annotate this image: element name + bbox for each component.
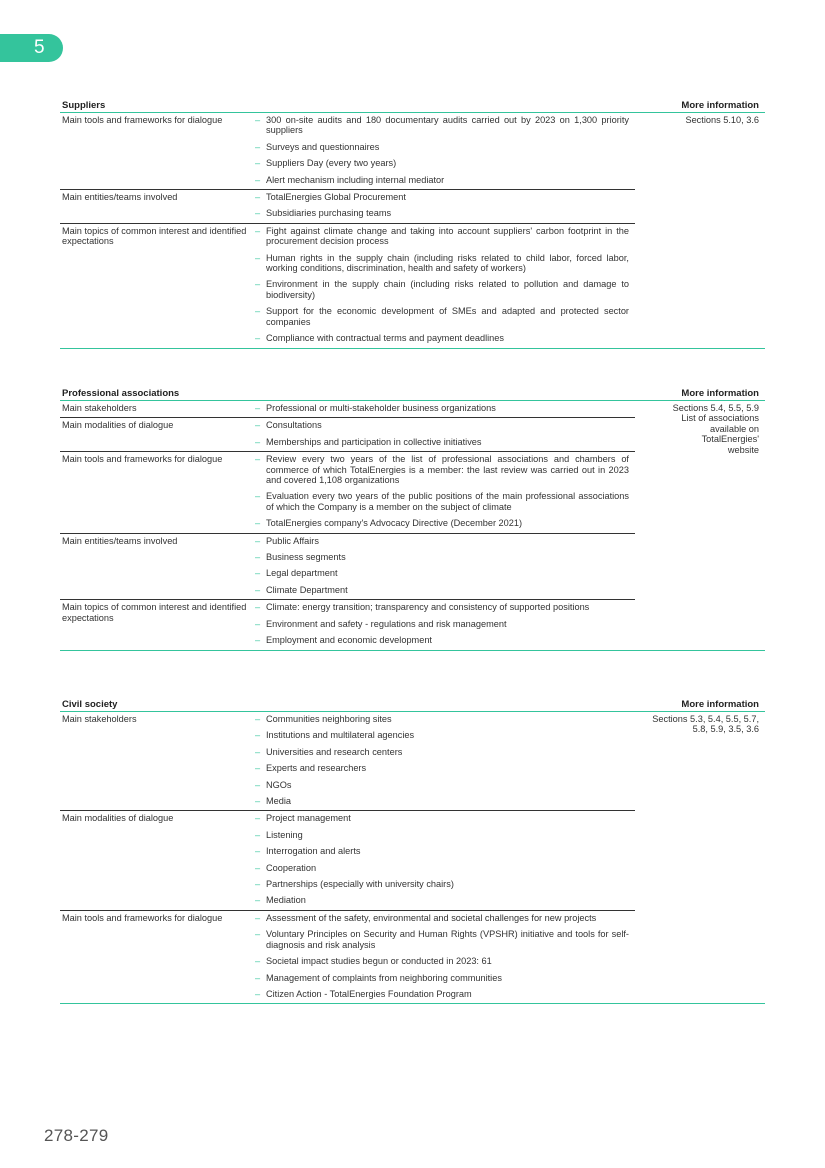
more-information-text [635,113,765,348]
list-item: – Climate Department [252,583,635,599]
list-item: – Partnerships (especially with university chairs) [252,877,635,893]
more-information-heading: More information [681,699,759,710]
list-item: – Experts and researchers [252,761,635,777]
list-item: – Fight against climate change and taking into account suppliers' carbon footprint in the procurement decision process [252,224,635,251]
row-label: Main modalities of dialogue [62,813,174,824]
table-row [60,224,635,348]
more-information-line: Sections 5.3, 5.4, 5.5, 5.7, [652,714,759,724]
list-item: – NGOs [252,778,635,794]
list-item: – Interrogation and alerts [252,844,635,860]
section-title: Civil society [62,699,118,710]
list-item: – Consultations [252,418,635,434]
list-item: – Memberships and participation in collective initiatives [252,435,635,451]
list-item: – Media [252,794,635,810]
row-label: Main entities/teams involved [62,192,178,203]
section-header [60,97,765,113]
list-item: – Environment in the supply chain (including risks related to pollution and damage to biodiversity) [252,277,635,304]
list-item: – Review every two years of the list of professional associations and chambers of commerce of which TotalEnergies is a member: the last review was carried out in 2023 and covered 1,108 organizations [252,452,635,489]
more-information-line: 5.8, 5.9, 3.5, 3.6 [692,724,759,735]
row-label: Main topics of common interest and identified expectations [62,225,247,247]
list-item: – Cooperation [252,861,635,877]
item-list [252,401,635,417]
list-item: – 300 on-site audits and 180 documentary audits carried out by 2023 on 1,300 priority suppliers [252,113,635,140]
list-item: – Compliance with contractual terms and payment deadlines [252,331,635,347]
list-item: – Listening [252,828,635,844]
more-information-line: Sections 5.4, 5.5, 5.9 [672,403,759,413]
more-information-line: TotalEnergies' [701,434,759,445]
list-item: – Support for the economic development of SMEs and adapted and protected sector companies [252,304,635,331]
list-item: – Subsidiaries purchasing teams [252,206,635,222]
item-list [252,600,635,649]
section-title: Professional associations [62,388,180,399]
table-row [60,418,635,452]
stakeholder-section [60,696,765,1004]
section-header [60,385,765,401]
more-information-line: available on [709,423,759,434]
row-label: Main entities/teams involved [62,535,178,546]
list-item: – Societal impact studies begun or conducted in 2023: 61 [252,954,635,970]
item-list [252,418,635,451]
table-row [60,113,635,190]
list-item: – Business segments [252,550,635,566]
item-list [252,113,635,189]
list-item: – Professional or multi-stakeholder business organizations [252,401,635,417]
item-list [252,224,635,348]
more-information-heading: More information [681,388,759,399]
list-item: – Evaluation every two years of the public positions of the main professional associations of which the Company is a member on the subject of climate [252,489,635,516]
list-item: – Mediation [252,893,635,909]
more-information-line: website [727,444,759,455]
more-information-text [635,401,765,650]
list-item: – TotalEnergies Global Procurement [252,190,635,206]
list-item: – Management of complaints from neighboring communities [252,971,635,987]
more-information-line: Sections 5.10, 3.6 [685,115,759,125]
item-list [252,452,635,532]
item-list [252,911,635,1003]
section-title: Suppliers [62,100,106,111]
more-information-line: List of associations [681,413,759,424]
list-item: – TotalEnergies company's Advocacy Directive (December 2021) [252,516,635,532]
list-item: – Project management [252,811,635,827]
list-item: – Alert mechanism including internal mediator [252,173,635,189]
list-item: – Surveys and questionnaires [252,140,635,156]
item-list [252,534,635,600]
item-list [252,712,635,810]
table-row [60,811,635,910]
list-item: – Institutions and multilateral agencies [252,728,635,744]
table-row [60,452,635,533]
table-row [60,401,635,418]
page-numbers: 278-279 [44,1126,109,1145]
list-item: – Assessment of the safety, environmental and societal challenges for new projects [252,911,635,927]
table-row [60,712,635,811]
list-item: – Employment and economic development [252,633,635,649]
row-label: Main stakeholders [62,403,137,413]
list-item: – Legal department [252,566,635,582]
list-item: – Citizen Action - TotalEnergies Foundation Program [252,987,635,1003]
item-list [252,190,635,223]
list-item: – Public Affairs [252,534,635,550]
row-label: Main tools and frameworks for dialogue [62,115,223,125]
item-list [252,811,635,909]
chapter-number-tab: 5 [0,34,63,62]
row-label: Main modalities of dialogue [62,420,174,431]
table-row [60,534,635,601]
list-item: – Human rights in the supply chain (including risks related to child labor, forced labor, working conditions, discrimination, health and safety of workers) [252,251,635,278]
table-row [60,911,635,1003]
row-label: Main tools and frameworks for dialogue [62,912,223,923]
list-item: – Climate: energy transition; transparency and consistency of supported positions [252,600,635,616]
row-label: Main tools and frameworks for dialogue [62,454,223,465]
row-label: Main stakeholders [62,714,137,724]
list-item: – Universities and research centers [252,745,635,761]
stakeholder-section [60,97,765,349]
section-header [60,696,765,712]
list-item: – Suppliers Day (every two years) [252,156,635,172]
more-information-text [635,712,765,1003]
row-label: Main topics of common interest and identified expectations [62,602,247,623]
stakeholder-section [60,385,765,651]
list-item: – Voluntary Principles on Security and Human Rights (VPSHR) initiative and tools for self-diagnosis and risk analysis [252,927,635,954]
list-item: – Environment and safety - regulations and risk management [252,617,635,633]
table-row [60,190,635,224]
more-information-heading: More information [681,100,759,111]
list-item: – Communities neighboring sites [252,712,635,728]
table-row [60,600,635,649]
